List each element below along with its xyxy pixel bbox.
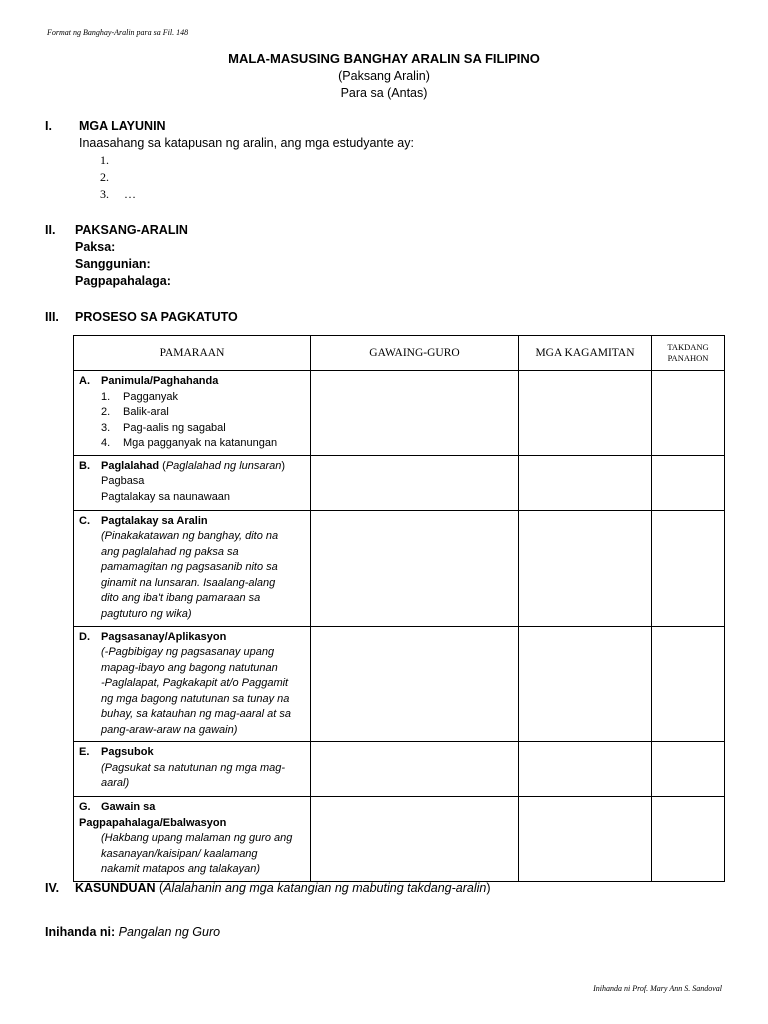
section-numeral: II.: [45, 223, 56, 237]
cell-pamaraan: [74, 797, 311, 882]
document-title: MALA-MASUSING BANGHAY ARALIN SA FILIPINO: [228, 51, 540, 66]
section-topic: [45, 222, 725, 290]
prepared-by-name: Pangalan ng Guro: [118, 925, 221, 939]
row-title: Pagsasanay/Aplikasyon: [101, 630, 227, 643]
document-subtitle-topic: (Paksang Aralin): [338, 69, 430, 83]
title-block: [0, 50, 768, 102]
row-letter: D.: [79, 630, 90, 643]
prepared-by-label: Inihanda ni:: [45, 925, 116, 939]
section-heading: PROSESO SA PAGKATUTO: [75, 310, 238, 324]
cell-kagamitan: [519, 797, 652, 882]
table-row: [74, 371, 725, 456]
table-row: [74, 510, 725, 626]
row-note-line: pamamagitan ng pagsasanib nito sa: [101, 561, 278, 573]
header-kagamitan: MGA KAGAMITAN: [519, 336, 652, 371]
row-note-line: (Hakbang upang malaman ng guro ang: [101, 832, 293, 844]
row-note: Paglalahad ng lunsaran: [165, 459, 282, 472]
cell-pamaraan: [74, 742, 311, 797]
row-note-line: pang-araw-araw na gawain): [101, 723, 238, 736]
row-note-line: mapag-ibayo ang bagong natutunan: [101, 661, 278, 674]
cell-kagamitan: [519, 455, 652, 510]
cell-kagamitan: [519, 626, 652, 742]
row-letter: A.: [79, 375, 90, 387]
objectives-intro: Inaasahang sa katapusan ng aralin, ang mga estudyante ay:: [79, 136, 414, 150]
cell-pamaraan: B. Paglalahad (Paglalahad ng lunsaran) Pagbasa Pagtalakay sa naunawaan: [74, 455, 311, 510]
item-number: 3.: [100, 187, 109, 201]
cell-takdang-panahon: [652, 797, 725, 882]
section-heading: KASUNDUAN: [75, 881, 156, 895]
table-row: [74, 797, 725, 882]
item-number: 2.: [100, 170, 109, 184]
process-table: [73, 335, 725, 882]
section-numeral: IV.: [45, 881, 60, 895]
cell-gawaing-guro: [311, 626, 519, 742]
objective-item: [100, 169, 725, 186]
table-row: [74, 742, 725, 797]
cell-kagamitan: [519, 510, 652, 626]
field-pagpapahalaga: Pagpapahalaga:: [75, 274, 171, 288]
cell-takdang-panahon: [652, 371, 725, 456]
row-letter: E.: [79, 746, 90, 758]
cell-takdang-panahon: [652, 455, 725, 510]
table-row: [74, 455, 725, 510]
cell-pamaraan: [74, 371, 311, 456]
document-subtitle-level: Para sa (Antas): [340, 86, 428, 100]
table-header-row: [74, 336, 725, 371]
row-note-line: nakamit matapos ang talakayan): [101, 863, 260, 875]
row-note-line: ginamit na lunsaran. Isaalang-alang: [101, 576, 276, 589]
section-process: [45, 309, 725, 326]
cell-takdang-panahon: [652, 742, 725, 797]
row-note-line: ang paglalahad ng paksa sa: [101, 545, 239, 558]
cell-pamaraan: [74, 626, 311, 742]
header-gawaing-guro: GAWAING-GURO: [311, 336, 519, 371]
cell-gawaing-guro: [311, 371, 519, 456]
cell-kagamitan: [519, 742, 652, 797]
row-line: Pagtalakay sa naunawaan: [101, 490, 231, 503]
cell-gawaing-guro: [311, 455, 519, 510]
row-letter: C.: [79, 514, 90, 527]
list-item: 4. Mga pagganyak na katanungan: [101, 437, 278, 449]
item-number: 1.: [100, 153, 109, 167]
header-takdang-panahon: TAKDANG PANAHON: [652, 336, 725, 371]
row-note-line: kasanayan/kaisipan/ kaalamang: [101, 847, 258, 860]
row-note-line: dito ang iba't ibang pamaraan sa: [101, 592, 261, 604]
cell-gawaing-guro: [311, 797, 519, 882]
row-note-line: (-Pagbibigay ng pagsasanay upang: [101, 646, 275, 658]
row-note-line: buhay, sa katauhan ng mag-aaral at sa: [101, 708, 291, 720]
row-title: Paglalahad: [101, 459, 160, 472]
field-sanggunian: Sanggunian:: [75, 257, 151, 271]
row-title: Pagtalakay sa Aralin: [101, 514, 208, 527]
prepared-by: [45, 925, 220, 939]
list-item: 3. Pag-aalis ng sagabal: [101, 421, 226, 434]
cell-takdang-panahon: [652, 626, 725, 742]
row-note-line: pagtuturo ng wika): [101, 607, 192, 620]
cell-gawaing-guro: [311, 742, 519, 797]
list-item: 2. Balik-aral: [101, 406, 169, 418]
cell-pamaraan: [74, 510, 311, 626]
item-text: …: [124, 187, 136, 201]
header-pamaraan: PAMARAAN: [74, 336, 311, 371]
footer-note: Inihanda ni Prof. Mary Ann S. Sandoval: [593, 984, 722, 993]
row-note-line: (Pagsukat sa natutunan ng mga mag-: [101, 761, 286, 774]
row-note-line: ng mga bagong natutunan sa tunay na: [101, 692, 290, 705]
section-numeral: III.: [45, 310, 59, 324]
section-heading: PAKSANG-ARALIN: [75, 223, 188, 237]
objective-item: [100, 186, 725, 203]
row-letter: B.: [79, 459, 90, 472]
row-line: Pagbasa: [101, 475, 145, 487]
section-numeral: I.: [45, 119, 52, 133]
section-agreement: IV. KASUNDUAN (Alalahanin ang mga katangian ng mabuting takdang-aralin): [45, 881, 491, 895]
table-row: [74, 626, 725, 742]
section-heading: MGA LAYUNIN: [79, 119, 166, 133]
cell-kagamitan: [519, 371, 652, 456]
section-objectives: [45, 118, 725, 203]
cell-takdang-panahon: [652, 510, 725, 626]
row-title: Pagsubok: [101, 746, 154, 758]
row-title: Gawain sa Pagpapahalaga/Ebalwasyon: [79, 801, 227, 829]
row-title: Panimula/Paghahanda: [101, 375, 219, 387]
row-note-line: -Paglalapat, Pagkakapit at/o Paggamit: [101, 677, 289, 689]
section-note: Alalahanin ang mga katangian ng mabuting takdang-aralin: [163, 881, 487, 895]
header-note: Format ng Banghay-Aralin para sa Fil. 148: [47, 28, 189, 37]
list-item: 1. Pagganyak: [101, 390, 179, 403]
row-letter: G.: [79, 801, 91, 813]
row-note-line: aaral): [101, 777, 130, 789]
field-paksa: Paksa:: [75, 240, 116, 254]
objective-item: [100, 152, 725, 169]
cell-gawaing-guro: [311, 510, 519, 626]
row-note-line: (Pinakakatawan ng banghay, dito na: [101, 530, 279, 542]
